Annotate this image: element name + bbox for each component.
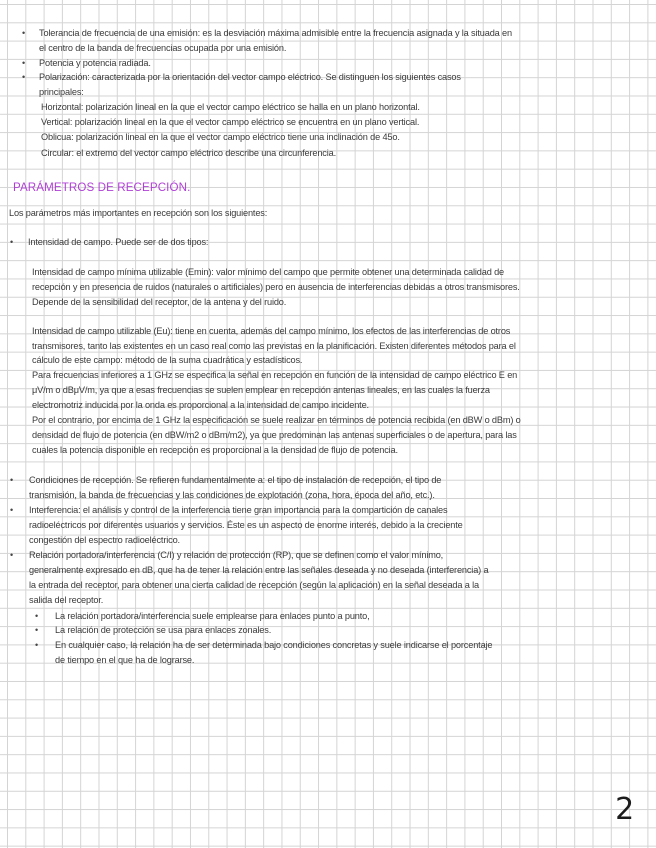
eu-line-3: cálculo de este campo: método de la suma cuadrática y estadísticos. (32, 355, 303, 365)
section-heading: PARÁMETROS DE RECEPCIÓN. (13, 181, 191, 194)
polarization-vertical: Vertical: polarización lineal en la que el vector campo eléctrico se encuentra en un plano vertical. (41, 117, 420, 127)
sub-bullet-point-to-point: La relación portadora/interferencia suele emplearse para enlaces punto a punto, (55, 611, 370, 621)
eu-line-4: Para frecuencias inferiores a 1 GHz se especifica la señal en recepción en función de la intensidad de campo eléctrico E en (32, 370, 518, 380)
eu-line-7: Por el contrario, por encima de 1 GHz la especificación se suele realizar en términos de potencia recibida (en dBW o dBm) o (32, 415, 521, 425)
interference-line-1: Interferencia: el análisis y control de la interferencia tiene gran importancia para la compartición de canales (29, 505, 448, 515)
reception-conditions-line-2: transmisión, la banda de frecuencias y las condiciones de explotación (zona, hora, época del año, etc.). (29, 490, 435, 500)
eu-line-9: cuales la potencia disponible en recepción es proporcional a la densidad de flujo de potencia. (32, 445, 398, 455)
bullet-tolerance-line-1: Tolerancia de frecuencia de una emisión: es la desviación máxima admisible entre la frecuencia asignada y la situada en (39, 28, 512, 38)
ci-ratio-line-2: generalmente expresado en dB, que ha de tener la relación entre las señales deseada y no deseada (interferencia) a (29, 565, 489, 575)
bullet-marker: • (22, 28, 26, 38)
ci-ratio-line-4: salida del receptor. (29, 595, 104, 605)
emin-line-2: recepción y en presencia de ruidos (naturales o artificiales) pero en ausencia de interferencias debidas a otros transmisores. (32, 282, 520, 292)
sub-bullet-zonal: La relación de protección se usa para enlaces zonales. (55, 625, 272, 635)
interference-line-3: congestión del espectro radioeléctrico. (29, 535, 180, 545)
polarization-circular: Circular: el extremo del vector campo eléctrico describe una circunferencia. (41, 148, 336, 158)
bullet-tolerance-line-2: el centro de la banda de frecuencias ocupada por una emisión. (39, 43, 287, 53)
bullet-polarization-line-1: Polarización: caracterizada por la orientación del vector campo eléctrico. Se distinguen los siguientes casos (39, 72, 461, 82)
eu-line-2: transmisores, tanto las existentes en un caso real como las previstas en la planificación. Existen diferentes métodos para el (32, 341, 516, 351)
bullet-marker: • (10, 237, 14, 247)
bullet-marker: • (22, 58, 26, 68)
bullet-power-line-1: Potencia y potencia radiada. (39, 58, 151, 68)
emin-line-1: Intensidad de campo mínima utilizable (Emin): valor mínimo del campo que permite obtener una determinada calidad de (32, 267, 504, 277)
eu-line-8: densidad de flujo de potencia (en dBW/m2 o dBm/m2), ya que predominan las antenas superficiales o de apertura, para las (32, 430, 517, 440)
sub-bullet-marker: • (35, 625, 39, 635)
polarization-horizontal: Horizontal: polarización lineal en la que el vector campo eléctrico se halla en un plano horizontal. (41, 102, 420, 112)
polarization-oblique: Oblicua: polarización lineal en la que el vector campo eléctrico tiene una inclinación de 45o. (41, 132, 400, 142)
bullet-marker: • (10, 550, 14, 560)
page-number: 2 (615, 792, 634, 827)
sub-bullet-any-case-line-1: En cualquier caso, la relación ha de ser determinada bajo condiciones concretas y suele indicarse el porcentaje (55, 640, 493, 650)
interference-line-2: radioeléctricos por diferentes usuarios y servicios. Éste es un aspecto de enorme interés, debido a la creciente (29, 520, 463, 530)
bullet-polarization-line-2: principales: (39, 87, 84, 97)
reception-conditions-line-1: Condiciones de recepción. Se refieren fundamentalmente a: el tipo de instalación de recepción, el tipo de (29, 475, 442, 485)
ci-ratio-line-3: la entrada del receptor, para obtener una cierta calidad de recepción (según la aplicación) en la señal deseada a la (29, 580, 479, 590)
eu-line-1: Intensidad de campo utilizable (Eu): tiene en cuenta, además del campo mínimo, los efectos de las interferencias de otros (32, 326, 511, 336)
eu-line-5: μV/m o dBμV/m, ya que a esas frecuencias se suelen emplear en recepción antenas lineales, en las cuales la fuerza (32, 385, 490, 395)
section-intro: Los parámetros más importantes en recepción son los siguientes: (9, 208, 268, 218)
sub-bullet-marker: • (35, 640, 39, 650)
bullet-marker: • (10, 505, 14, 515)
sub-bullet-any-case-line-2: de tiempo en el que ha de lograrse. (55, 655, 195, 665)
bullet-marker: • (22, 72, 26, 82)
sub-bullet-marker: • (35, 611, 39, 621)
eu-line-6: electromotriz inducida por la onda es proporcional a la intensidad de campo incidente. (32, 400, 369, 410)
emin-line-3: Depende de la sensibilidad del receptor, de la antena y del ruido. (32, 297, 287, 307)
field-strength-title: Intensidad de campo. Puede ser de dos tipos: (28, 237, 209, 247)
ci-ratio-line-1: Relación portadora/interferencia (C/I) y relación de protección (RP), que se definen como el valor mínimo, (29, 550, 444, 560)
bullet-marker: • (10, 475, 14, 485)
